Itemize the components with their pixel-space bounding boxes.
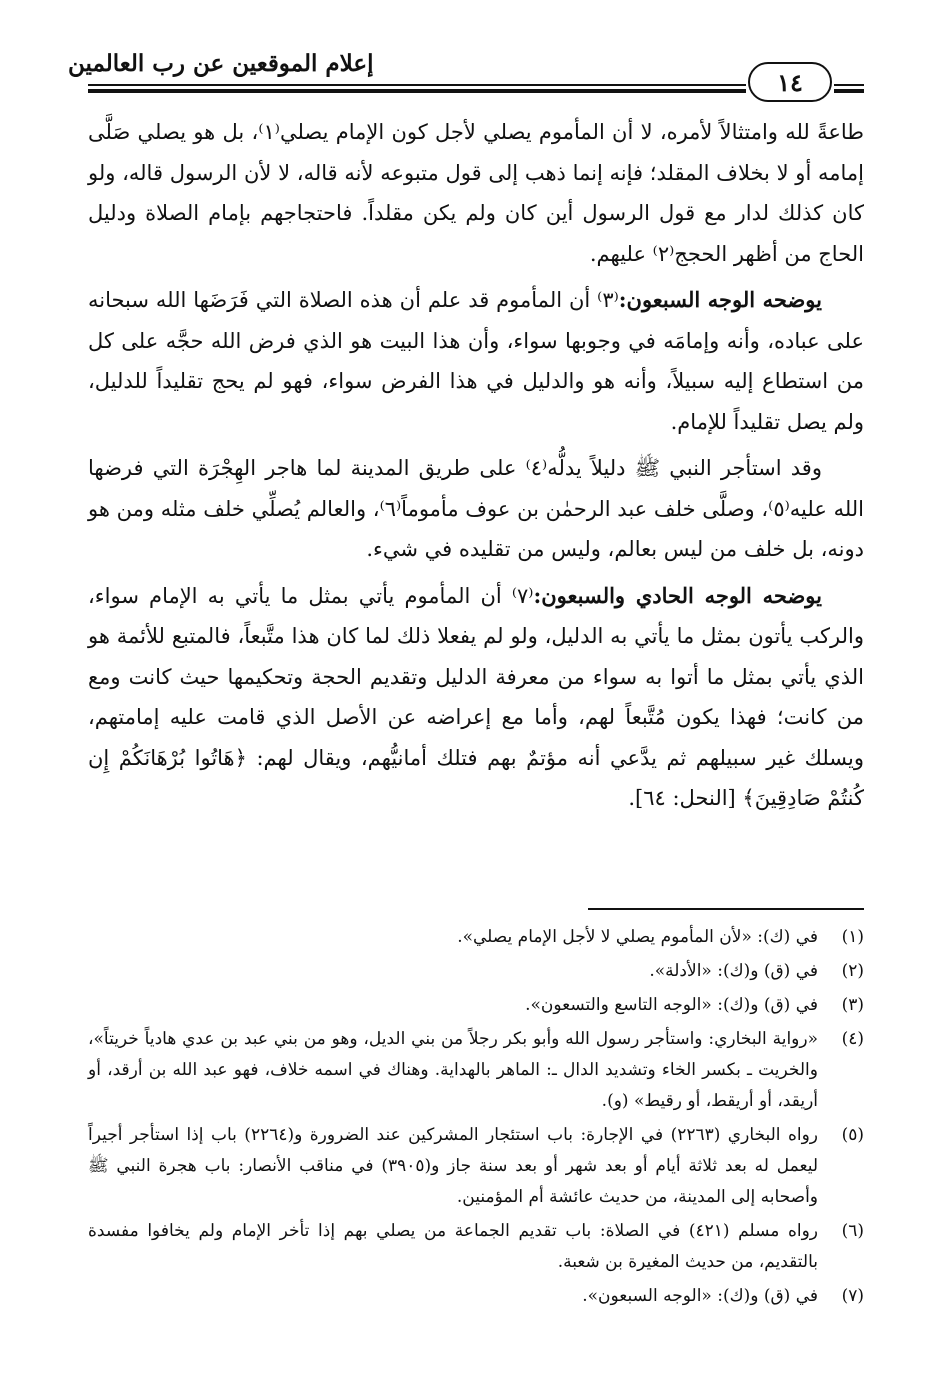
footnote-text: في (ك): «لأن المأموم يصلي لا لأجل الإمام يصلي». <box>457 927 818 947</box>
paragraph <box>88 112 864 274</box>
footnote-text: في (ق) و(ك): «الوجه التاسع والتسعون». <box>525 995 818 1015</box>
footnote-item <box>88 922 864 953</box>
footnotes <box>88 922 864 1315</box>
footnote-item <box>88 1120 864 1213</box>
footnote-number: (٦) <box>841 1221 864 1241</box>
paragraph-text: طاعةً لله وامتثالاً لأمره، لا أن المأموم يصلي لأجل كون الإمام يصلي⁽١⁾، بل هو يصلي صَلَّى إمامه أو لا بخلاف المقلد؛ فإنه إنما ذهب إلى قول متبوعه لأنه قاله، لا لأن الرسول قاله، ولو كان كذلك لدار مع قول الرسول أين كان ولم يكن مقلداً. فاحتجاجهم بإمام الصلاة ودليل الحاج من أظهر الحجج⁽٢⁾ عليهم. <box>88 120 865 266</box>
footnote-text: في (ق) و(ك): «الأدلة». <box>649 961 818 981</box>
header-rule-thick-right <box>834 89 864 93</box>
footnote-separator <box>588 908 864 910</box>
header-rule-thin-right <box>834 84 864 86</box>
main-text <box>88 112 864 825</box>
running-header-title: إعلام الموقعين عن رب العالمين <box>68 50 374 77</box>
page-number-badge: ١٤ <box>748 62 832 102</box>
footnote-item <box>88 990 864 1021</box>
header-rule-thick <box>88 89 746 93</box>
paragraph <box>88 448 864 570</box>
paragraph-lead: يوضحه الوجه الحادي والسبعون: <box>533 582 822 608</box>
paragraph-text: ⁽٧⁾ أن المأموم يأتي بمثل ما يأتي به الإمام سواء، والركب يأتون بمثل ما يأتي به الدليل، ولو لم يفعلا ذلك لما كان هذا متَّبعاً، فالمتبع للأئمة هو الذي يأتي بمثل ما أتوا به سواء من معرفة الدليل وتقديم الحجة وتحكيمها حيث كانت ومع من كانت؛ فهذا يكون مُتَّبعاً لهم، وأما مع إعراضه عن الأصل الذي قامت عليه إمامتهم، ويسلك غير سبيلهم ثم يدَّعي أنه مؤتمٌ بهم فتلك أمانيُّهم، ويقال لهم: ﴿هَاتُوا بُرْهَانَكُمْ إِن كُنتُمْ صَادِقِينَ﴾ [النحل: ٦٤]. <box>88 583 864 810</box>
paragraph <box>88 576 864 819</box>
footnote-item <box>88 1281 864 1312</box>
footnote-text: في (ق) و(ك): «الوجه السبعون». <box>582 1286 818 1306</box>
footnote-number: (٧) <box>841 1286 864 1306</box>
paragraph-text: وقد استأجر النبي ﷺ دليلاً يدلُّه⁽٤⁾ على طريق المدينة لما هاجر الهِجْرَة التي فرضها الله عليه⁽٥⁾، وصلَّى خلف عبد الرحمٰن بن عوف مأموماً⁽٦⁾، والعالم يُصلِّي خلف مثله ومن هو دونه، بل خلف من ليس بعالم، وليس من تقليده في شيء. <box>88 456 865 561</box>
header-rule-thin <box>88 84 746 86</box>
footnote-item <box>88 956 864 987</box>
footnote-number: (١) <box>841 927 864 947</box>
footnote-number: (٤) <box>841 1029 864 1049</box>
footnote-text: «رواية البخاري: واستأجر رسول الله وأبو بكر رجلاً من بني الديل، وهو من بني عبد بن عدي هادياً خريتاً»، والخريت ـ بكسر الخاء وتشديد الدال ـ: الماهر بالهداية. وهناك في اسمه خلاف، فهو عبد الله بن أرقد، أو أريقد، أو أريقط، أو رقيط» (و). <box>88 1029 818 1111</box>
footnote-text: رواه البخاري (٢٢٦٣) في الإجارة: باب استئجار المشركين عند الضرورة و(٢٢٦٤) باب إذا استأجر أجيراً ليعمل له بعد ثلاثة أيام أو بعد شهر أو بعد سنة جاز و(٣٩٠٥) في مناقب الأنصار: باب هجرة النبي ﷺ وأصحابه إلى المدينة، من حديث عائشة أم المؤمنين. <box>88 1125 818 1207</box>
footnote-text: رواه مسلم (٤٢١) في الصلاة: باب تقديم الجماعة من يصلي بهم إذا تأخر الإمام ولم يخافوا مفسدة بالتقديم، من حديث المغيرة بن شعبة. <box>88 1221 818 1272</box>
footnote-number: (٣) <box>841 995 864 1015</box>
footnote-number: (٥) <box>841 1125 864 1145</box>
paragraph-text: ⁽٣⁾ أن المأموم قد علم أن هذه الصلاة التي فَرَضَها الله سبحانه على عباده، وأنه وإمامَه في وجوبها سواء، وأن هذا البيت هو الذي فرض الله حجَّه على كل من استطاع إليه سبيلاً، وأنه هو والدليل في هذا الفرض سواء، فهو لم يحج تقليداً للدليل، ولم يصل تقليداً للإمام. <box>88 288 864 434</box>
footnote-number: (٢) <box>841 961 864 981</box>
footnote-item <box>88 1216 864 1278</box>
paragraph-lead: يوضحه الوجه السبعون: <box>618 287 822 312</box>
paragraph <box>88 280 864 442</box>
footnote-item <box>88 1024 864 1117</box>
